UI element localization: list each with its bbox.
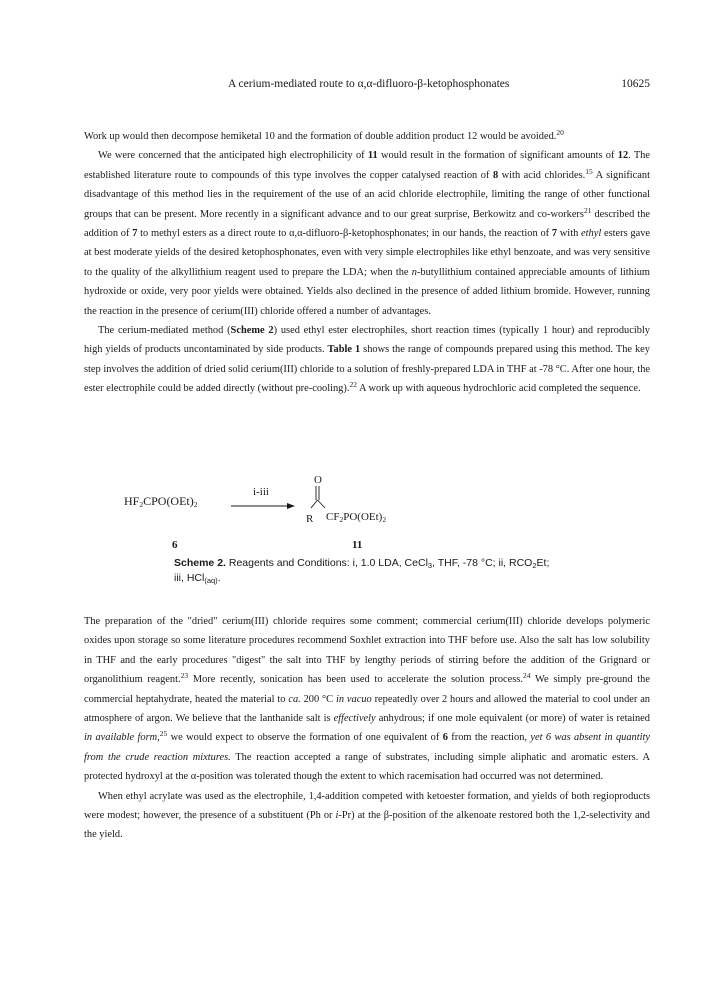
running-title: A cerium-mediated route to α,α-difluoro-β-ketophosphonates (228, 78, 510, 90)
paragraph-2: We were concerned that the anticipated high electrophilicity of 11 would result in the formation of significant amounts of 12. The established literature route to compounds of this type involves the copper catalysed reaction of 8 with acid chlorides.$^{15}$ A significant disadvantage of this method lies in the requirement of the use of an acid chloride electrophile, limiting the range of other functional groups that can be present. More recently in a significant advance and to our great surprise, Berkowitz and co-workers$^{21}$ described the addition of 7 to methyl esters as a direct route to α,α-difluoro-β-ketophosphonates; in our hands, the reaction of 7 with ethyl esters gave at best moderate yields of the desired ketophosphonates, even with very simple electrophiles like ethyl benzoate, and was very sensitive to the quality of the alkyllithium reagent used to prepare the LDA; when the n-butyllithium contained appreciable amounts of lithium hydroxide or oxide, very poor yields were obtained. Yields also declined in the presence of added lithium bromide. However, running the reaction in the presence of cerium(III) chloride offered a number of advantages. (84, 150, 650, 317)
reference-25: 25 (159, 729, 168, 739)
emphasis-n: n (411, 266, 417, 278)
running-head (84, 78, 650, 94)
product-formula: $CF_2PO(OEt)_2$ (326, 511, 387, 524)
reference-15: 15 (585, 166, 593, 176)
reference-20: 20 (556, 128, 564, 137)
reaction-scheme (84, 474, 650, 594)
emphasis-ethyl: ethyl (581, 228, 602, 240)
starting-material-formula: $HF_2CPO(OEt)_2$ (124, 494, 198, 509)
r-group: R (306, 513, 314, 525)
body-text-upper (84, 127, 650, 399)
scheme-ref: Scheme 2 (230, 325, 274, 337)
paragraph-3: The cerium-mediated method (Scheme 2) used ethyl ester electrophiles, short reaction times (typically 1 hour) and reproducibly high yields of products uncontaminated by side products. Table 1 shows the range of compounds prepared using this method. The key step involves the addition of dried solid cerium(III) chloride to a solution of freshly-prepared LDA in THF at -78 °C. After one hour, the ester electrophile could be added directly (without pre-cooling).$^{22}$ A work up with aqueous hydrochloric acid completed the sequence. (84, 325, 651, 395)
reaction-arrow-icon (231, 502, 295, 510)
compound-ref-11: 11 (367, 150, 378, 162)
paragraph-5: When ethyl acrylate was used as the electrophile, 1,4-addition competed with ketoester formation, and yields of both regioproducts were modest; however, the presence of a substituent (Ph or i-Pr) at the β-position of the alkenoate restored both the 1,2-selectivity and the yield. (84, 790, 650, 841)
body-text-lower (84, 612, 650, 845)
reference-22: 22 (349, 380, 357, 390)
reference-21: 21 (583, 205, 592, 215)
compound-ref-12: 12 (617, 150, 629, 162)
reference-23: 23 (180, 671, 189, 681)
table-ref: Table 1 (327, 344, 361, 356)
reagent-label: i-iii (253, 486, 269, 498)
compound-ref-7b: 7 (551, 228, 558, 240)
paragraph-4: The preparation of the "dried" cerium(III) chloride requires some comment; commercial cerium(III) chloride develops polymeric oxides upon storage so some literature procedures recommend Soxhlet extraction into THF before use. Also the salt has low solubility in THF and the early procedures "digest" the salt into THF by lengthy periods of stirring before the addition of the Grignard or organolithium reagent.$^{23}$ More recently, sonication has been used to accelerate the solution process.$^{24}$ We simply pre-ground the commercial heptahydrate, heated the material to ca. 200 °C in vacuo repeatedly over 2 hours and allowed the material to cool under an atmosphere of argon. We believe that the lanthanide salt is effectively anhydrous; if one mole equivalent (or more) of water is retained in available form,$^{25}$ we would expect to observe the formation of one equivalent of 6 from the reaction, yet 6 was absent in quantity from the crude reaction mixtures. The reaction accepted a range of substrates, including simple aliphatic and aromatic esters. A protected hydroxyl at the α-position was tolerated though the extent to which racemisation had occurred was not determined. (84, 616, 651, 783)
paragraph-1: Work up would then decompose hemiketal 10 and the formation of double addition product 12 would be avoided.$^{20}$ (84, 128, 564, 142)
page-number: 10625 (621, 78, 650, 90)
scheme-caption: Scheme 2. Reagents and Conditions: i, 1.0 LDA, CeCl$_3$, THF, -78 °C; ii, $RCO_2Et$; iii, HCl$_{(aq)}$. (174, 557, 550, 585)
compound-ref-6: 6 (442, 732, 448, 744)
compound-ref-7: 7 (132, 228, 138, 240)
ketone-bond-icon (306, 484, 336, 514)
compound-label-6: 6 (172, 539, 178, 551)
compound-label-11: 11 (352, 539, 363, 551)
compound-ref-8: 8 (492, 169, 499, 181)
reference-24: 24 (522, 671, 531, 681)
carbonyl-oxygen: O (314, 474, 322, 486)
